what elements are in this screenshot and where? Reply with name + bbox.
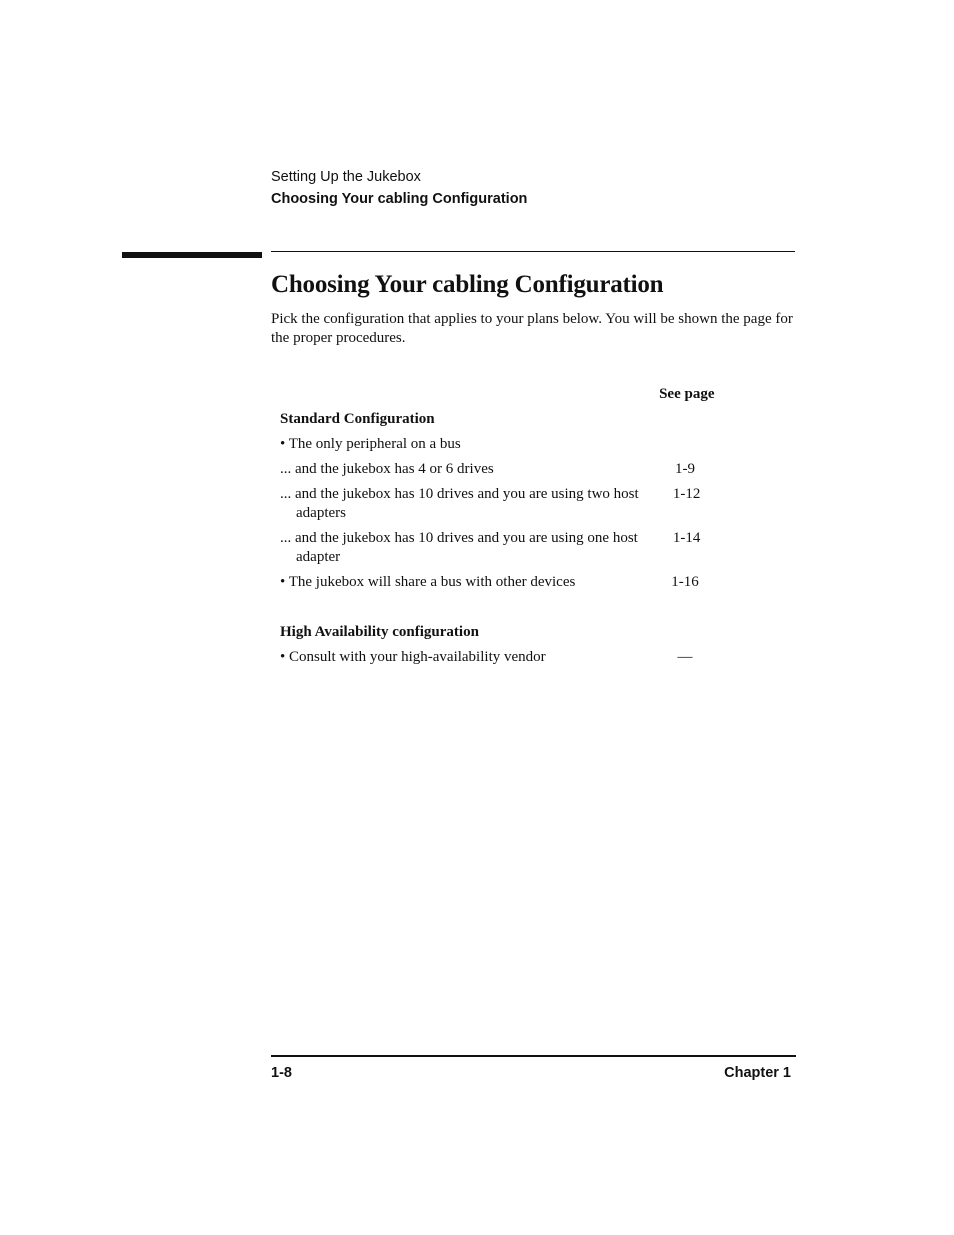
row-page: 1-12 bbox=[672, 486, 701, 502]
running-head-section: Choosing Your cabling Configuration bbox=[271, 191, 528, 207]
row-text: • The jukebox will share a bus with other devices bbox=[280, 574, 576, 590]
row-text: ... and the jukebox has 4 or 6 drives bbox=[280, 461, 494, 477]
footer-page-number: 1-8 bbox=[271, 1065, 292, 1081]
row-text: • The only peripheral on a bus bbox=[280, 436, 461, 452]
row-page: — bbox=[677, 649, 693, 665]
table-header-row bbox=[280, 385, 730, 404]
high-availability-title-row bbox=[280, 623, 730, 642]
section-rule-thick bbox=[122, 252, 262, 258]
row-text: ... and the jukebox has 10 drives and you are using one host adapter bbox=[280, 530, 638, 565]
high-availability-title: High Availability configuration bbox=[280, 624, 479, 640]
row-page: 1-16 bbox=[671, 574, 699, 590]
configuration-table bbox=[280, 385, 730, 667]
footer-rule bbox=[271, 1055, 796, 1057]
row-page: 1-9 bbox=[675, 461, 695, 477]
table-row bbox=[280, 460, 730, 479]
running-head-chapter: Setting Up the Jukebox bbox=[271, 169, 421, 185]
row-text: ... and the jukebox has 10 drives and you are using two host adapters bbox=[280, 486, 639, 521]
running-head bbox=[271, 166, 527, 210]
table-row bbox=[280, 435, 730, 454]
intro-paragraph: Pick the configuration that applies to your plans below. You will be shown the page for the proper procedures. bbox=[271, 311, 793, 346]
table-row bbox=[280, 648, 730, 667]
standard-title-row bbox=[280, 410, 730, 429]
standard-configuration-title: Standard Configuration bbox=[280, 411, 435, 427]
page-heading: Choosing Your cabling Configuration bbox=[271, 271, 664, 298]
see-page-header: See page bbox=[659, 386, 715, 402]
table-row bbox=[280, 529, 730, 567]
table-row bbox=[280, 573, 730, 592]
row-page: 1-14 bbox=[672, 530, 701, 546]
table-row bbox=[280, 485, 730, 523]
section-rule-thin bbox=[271, 251, 795, 252]
footer-chapter: Chapter 1 bbox=[724, 1065, 791, 1081]
row-text: • Consult with your high-availability vendor bbox=[280, 649, 546, 665]
